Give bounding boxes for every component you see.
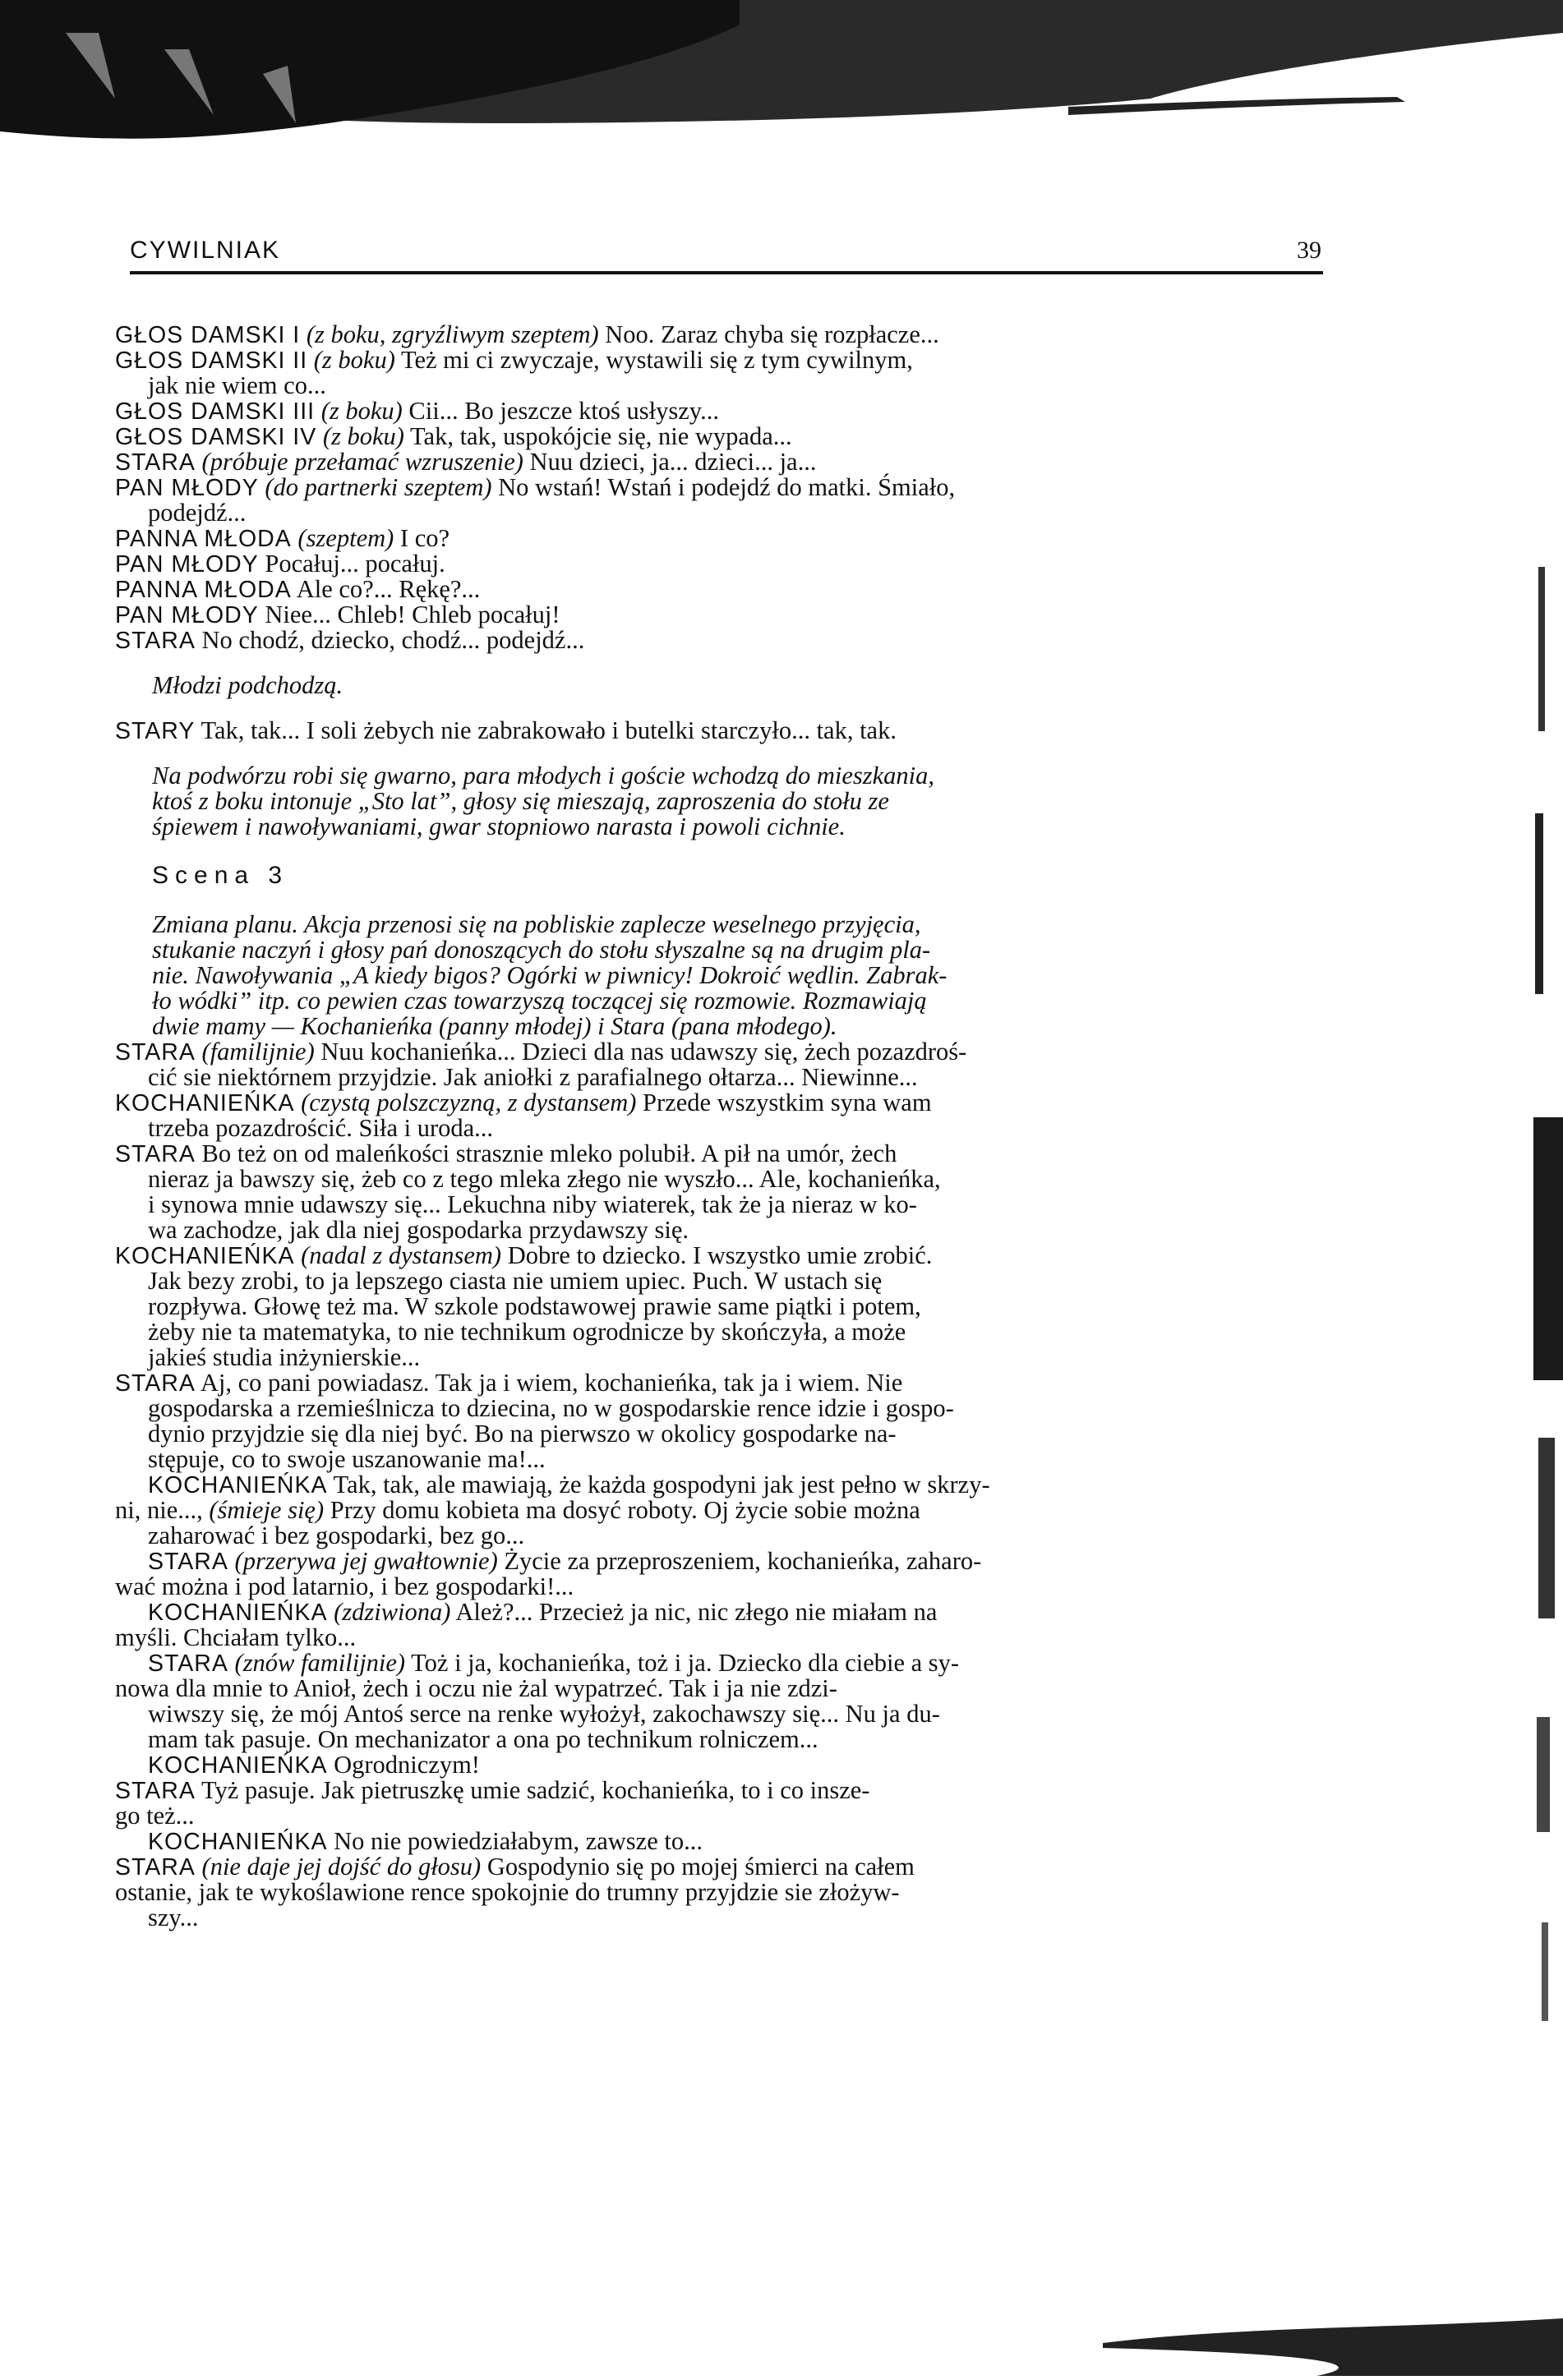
dialogue-line (115, 1650, 1323, 1676)
stage-direction: Młodzi podchodzą. (152, 671, 343, 699)
dialogue-line (115, 449, 1323, 475)
speaker-name: STARA (115, 1370, 196, 1397)
stage-direction: (do partnerki szeptem) (265, 473, 492, 501)
dialogue-text: Ogrodniczym! (334, 1751, 480, 1779)
scan-edge-top (0, 0, 1563, 156)
speaker-name: GŁOS DAMSKI II (115, 348, 308, 374)
dialogue-text: Tyż pasuje. Jak pietruszkę umie sadzić, kochanieńka, to i co insze- (201, 1776, 870, 1804)
text-line (115, 1905, 1323, 1931)
stage-direction: (nadal z dystansem) (301, 1241, 502, 1269)
line-gap (115, 840, 1323, 859)
dialogue-text: Pocałuj... pocałuj. (265, 550, 445, 578)
speaker-name: STARA (115, 449, 196, 476)
speaker-name: STARA (115, 1854, 196, 1881)
speaker-name: STARA (115, 628, 196, 654)
stage-direction: (z boku) (320, 397, 403, 425)
dialogue-text: myśli. Chciałam tylko... (115, 1623, 357, 1651)
stage-direction: Zmiana planu. Akcja przenosi się na pobliskie zaplecze weselnego przyjęcia, (152, 910, 921, 938)
stage-direction (115, 814, 1323, 840)
dialogue-text: jak nie wiem co... (148, 371, 326, 399)
dialogue-text: Jak bezy zrobi, to ja lepszego ciasta nie umiem upiec. Puch. W ustach się (148, 1267, 883, 1295)
stage-direction (115, 912, 1323, 937)
text-line (115, 373, 1323, 398)
dialogue-text: Tak, tak... I soli żebych nie zabrakowało i butelki starczyło... tak, tak. (201, 716, 897, 744)
stage-direction (115, 1014, 1323, 1039)
speaker-name: PANNA MŁODA (115, 577, 292, 603)
dialogue-text: ni, nie..., (115, 1496, 203, 1524)
speaker-name: PAN MŁODY (115, 475, 259, 501)
dialogue-text: nowa dla mnie to Anioł, żech i oczu nie żal wypatrzeć. Tak i ja nie zdzi- (115, 1674, 837, 1702)
speaker-name: PAN MŁODY (115, 551, 259, 578)
dialogue-text: Przede wszystkim syna wam (643, 1089, 932, 1116)
dialogue-line (115, 1090, 1323, 1116)
stage-direction: (śmieje się) (209, 1496, 325, 1524)
text-line (115, 1319, 1323, 1345)
dialogue-text: Też mi ci zwyczaje, wystawili się z tym cywilnym, (400, 346, 913, 374)
dialogue-line (115, 1829, 1323, 1854)
dialogue-line (115, 526, 1323, 551)
dialogue-text: Bo też on od maleńkości strasznie mleko polubił. A pił na umór, żech (201, 1139, 897, 1167)
speaker-name: KOCHANIEŃKA (148, 1752, 328, 1779)
speaker-name: STARA (148, 1549, 228, 1575)
dialogue-text: No chodź, dziecko, chodź... podejdź... (201, 626, 585, 654)
text-line (115, 1880, 1323, 1905)
stage-direction: Na podwórzu robi się gwarno, para młodych i goście wchodzą do mieszkania, (152, 762, 934, 789)
speaker-name: STARY (115, 718, 196, 744)
text-line (115, 500, 1323, 526)
stage-direction: (z boku) (322, 422, 404, 450)
line-gap (115, 743, 1323, 763)
dialogue-text: wa zachodze, jak dla niej gospodarka przydawszy się. (148, 1216, 689, 1244)
stage-direction (115, 789, 1323, 814)
scene-heading: Scena 3 (152, 862, 289, 889)
stage-direction: stukanie naczyń i głosy pań donoszących do stołu słyszalne są na drugim pla- (152, 936, 931, 964)
dialogue-line (115, 1549, 1323, 1574)
dialogue-line (115, 1854, 1323, 1880)
dialogue-text: go też... (115, 1802, 195, 1830)
header-rule (130, 271, 1323, 274)
text-line (115, 1701, 1323, 1727)
running-head: CYWILNIAK (130, 237, 281, 264)
dialogue-text: No wstań! Wstań i podejdź do matki. Śmiało, (498, 473, 956, 501)
stage-direction (115, 937, 1323, 963)
text-line (115, 1727, 1323, 1752)
play-text (115, 322, 1323, 1931)
line-gap (115, 698, 1323, 718)
page-header (130, 237, 1321, 273)
dialogue-text: Gospodynio się po mojej śmierci na całem (486, 1853, 915, 1881)
stage-direction: nie. Nawoływania „A kiedy bigos? Ogórki w piwnicy! Dokroić wędlin. Zabrak- (152, 961, 947, 989)
stage-direction: (znów familijnie) (234, 1649, 406, 1677)
stage-direction: (z boku) (313, 346, 395, 374)
text-line (115, 1676, 1323, 1701)
speaker-name: STARA (115, 1141, 196, 1167)
text-line (115, 1803, 1323, 1829)
dialogue-text: cić sie niektórnem przyjdzie. Jak aniołki z parafialnego ołtarza... Niewinne... (148, 1063, 918, 1091)
speaker-name: GŁOS DAMSKI I (115, 322, 301, 348)
dialogue-line (115, 1752, 1323, 1778)
text-line (115, 1421, 1323, 1447)
dialogue-line (115, 398, 1323, 424)
dialogue-line (115, 1778, 1323, 1803)
speaker-name: KOCHANIEŃKA (148, 1829, 328, 1855)
dialogue-line (115, 1472, 1323, 1498)
dialogue-text: Cii... Bo jeszcze ktoś usłyszy... (408, 397, 719, 425)
stage-direction (115, 988, 1323, 1014)
stage-direction (115, 673, 1323, 698)
speaker-name: PAN MŁODY (115, 602, 259, 628)
stage-direction: (przerywa jej gwałtownie) (234, 1547, 498, 1575)
dialogue-line (115, 628, 1323, 653)
stage-direction: (familijnie) (201, 1038, 315, 1066)
text-line (115, 1447, 1323, 1472)
dialogue-text: rozpływa. Głowę też ma. W szkole podstawowej prawie same piątki i potem, (148, 1292, 921, 1320)
dialogue-line (115, 718, 1323, 743)
speaker-name: STARA (115, 1039, 196, 1066)
line-gap (115, 653, 1323, 673)
dialogue-line (115, 1370, 1323, 1396)
dialogue-text: żeby nie ta matematyka, to nie technikum ogrodnicze by skończyła, a może (148, 1318, 906, 1346)
speaker-name: KOCHANIEŃKA (148, 1600, 328, 1626)
dialogue-line (115, 322, 1323, 348)
speaker-name: PANNA MŁODA (115, 526, 292, 552)
dialogue-text: No nie powiedziałabym, zawsze to... (334, 1827, 703, 1855)
dialogue-text: i synowa mnie udawszy się... Lekuchna niby wiaterek, tak że ja nieraz w ko- (148, 1190, 917, 1218)
dialogue-line (115, 1600, 1323, 1625)
dialogue-text: Noo. Zaraz chyba się rozpłacze... (605, 320, 939, 348)
speaker-name: GŁOS DAMSKI IV (115, 424, 317, 450)
dialogue-text: jakieś studia inżynierskie... (148, 1343, 421, 1371)
stage-direction: (czystą polszczyzną, z dystansem) (301, 1089, 637, 1116)
dialogue-text: Tak, tak, ale mawiają, że każda gospodyni jak jest pełno w skrzy- (333, 1471, 990, 1498)
dialogue-text: stępuje, co to swoje uszanowanie ma!... (148, 1445, 546, 1473)
text-line (115, 1396, 1323, 1421)
stage-direction: (próbuje przełamać wzruszenie) (201, 448, 523, 476)
stage-direction: ktoś z boku intonuje „Sto lat”, głosy się mieszają, zaproszenia do stołu ze (152, 787, 889, 815)
dialogue-text: Przy domu kobieta ma dosyć roboty. Oj życie sobie można (330, 1496, 920, 1524)
dialogue-text: trzeba pozazdrościć. Siła i uroda... (148, 1114, 494, 1142)
stage-direction (115, 963, 1323, 988)
stage-direction: ło wódki” itp. co pewien czas towarzyszą toczącej się rozmowie. Rozmawiają (152, 987, 927, 1015)
dialogue-text: podejdź... (148, 499, 247, 527)
scan-edge-right (1514, 156, 1563, 2376)
speaker-name: GŁOS DAMSKI III (115, 398, 316, 425)
page-number: 39 (1297, 237, 1321, 264)
dialogue-line (115, 577, 1323, 602)
text-line (115, 1167, 1323, 1192)
text-line (115, 1294, 1323, 1319)
stage-direction: (szeptem) (297, 524, 394, 552)
dialogue-text: Ale co?... Rękę?... (296, 575, 481, 603)
dialogue-text: gospodarska a rzemieślnicza to dziecina, no w gospodarskie rence idzie i gospo- (148, 1394, 954, 1422)
text-line (115, 1574, 1323, 1600)
dialogue-text: wiwszy się, że mój Antoś serce na renke wyłożył, zakochawszy się... Nu ja du- (148, 1700, 940, 1728)
dialogue-line (115, 1243, 1323, 1268)
dialogue-text: Niee... Chleb! Chleb pocałuj! (265, 601, 560, 628)
dialogue-line (115, 424, 1323, 449)
dialogue-text: nieraz ja bawszy się, żeb co z tego mleka złego nie wyszło... Ale, kochanieńka, (148, 1165, 941, 1193)
stage-direction: śpiewem i nawoływaniami, gwar stopniowo narasta i powoli cichnie. (152, 813, 846, 840)
text-line (115, 1192, 1323, 1218)
stage-direction: (z boku, zgryźliwym szeptem) (306, 320, 599, 348)
dialogue-text: dynio przyjdzie się dla niej być. Bo na pierwszo w okolicy gospodarke na- (148, 1420, 897, 1448)
dialogue-text: Ależ?... Przecież ja nic, nic złego nie miałam na (455, 1598, 938, 1626)
dialogue-line (115, 1141, 1323, 1167)
scan-edge-bottom (1070, 2318, 1563, 2376)
text-line (115, 1523, 1323, 1549)
dialogue-text: I co? (399, 524, 450, 552)
text-line (115, 1345, 1323, 1370)
text-line (115, 1625, 1323, 1650)
dialogue-text: ostanie, jak te wykoślawione rence spokojnie do trumny przyjdzie sie złożyw- (115, 1878, 900, 1906)
speaker-name: KOCHANIEŃKA (115, 1090, 295, 1116)
dialogue-text: Dobre to dziecko. I wszystko umie zrobić. (507, 1241, 933, 1269)
text-line (115, 1065, 1323, 1090)
dialogue-line (115, 348, 1323, 373)
dialogue-line (115, 602, 1323, 628)
dialogue-text: szy... (148, 1904, 199, 1931)
dialogue-text: Toż i ja, kochanieńka, toż i ja. Dziecko dla ciebie a sy- (411, 1649, 960, 1677)
dialogue-text: wać można i pod latarnio, i bez gospodarki!... (115, 1572, 574, 1600)
stage-direction: (nie daje jej dojść do głosu) (201, 1853, 482, 1881)
dialogue-line (115, 475, 1323, 500)
speaker-name: STARA (115, 1778, 196, 1804)
dialogue-text: mam tak pasuje. On mechanizator a ona po technikum rolniczem... (148, 1725, 818, 1753)
line-gap (115, 892, 1323, 912)
dialogue-text: Nuu dzieci, ja... dzieci... ja... (529, 448, 817, 476)
stage-direction (115, 763, 1323, 789)
dialogue-line (115, 1039, 1323, 1065)
text-line (115, 1498, 1323, 1523)
dialogue-line (115, 551, 1323, 577)
text-line (115, 1116, 1323, 1141)
stage-direction: (zdziwiona) (334, 1598, 451, 1626)
dialogue-text: Aj, co pani powiadasz. Tak ja i wiem, kochanieńka, tak ja i wiem. Nie (200, 1369, 903, 1397)
text-line (115, 1218, 1323, 1243)
speaker-name: KOCHANIEŃKA (148, 1472, 328, 1498)
text-line (115, 1268, 1323, 1294)
speaker-name: KOCHANIEŃKA (115, 1243, 295, 1269)
dialogue-text: Tak, tak, uspokójcie się, nie wypada... (410, 422, 792, 450)
dialogue-text: Nuu kochanieńka... Dzieci dla nas udawszy się, żech pozazdroś- (320, 1038, 967, 1066)
dialogue-text: Życie za przeproszeniem, kochanieńka, zaharo- (504, 1547, 982, 1575)
dialogue-text: zaharować i bez gospodarki, bez go... (148, 1521, 525, 1549)
stage-direction: dwie mamy — Kochanieńka (panny młodej) i Stara (pana młodego). (152, 1012, 837, 1040)
speaker-name: STARA (148, 1650, 228, 1677)
